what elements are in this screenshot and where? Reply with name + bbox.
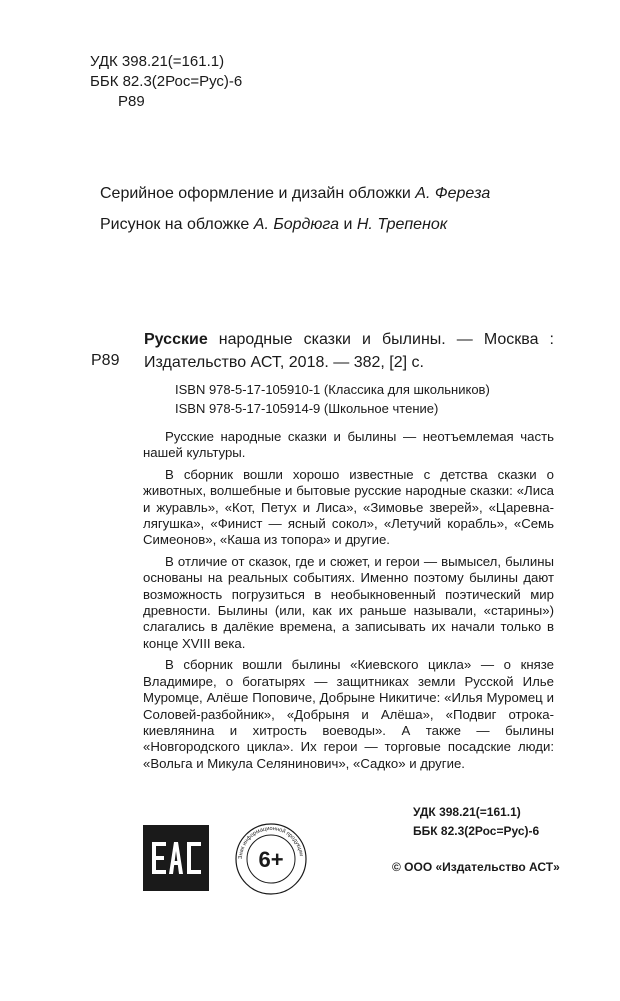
biblio-author-sign: Р89	[91, 352, 120, 369]
cover-design-label: Серийное оформление и дизайн обложки	[100, 185, 416, 202]
eac-conformity-mark-icon	[143, 825, 209, 891]
annotation-paragraph-4: В сборник вошли былины «Киевского цикла» — о князе Владимире, о богатырях — защитниках земли Русской Илье Муромце, Алёше Поповиче, Добрыне Никитиче: «Илья Муромец и Соловей-разбойник», «Добрыня и Алёша», «Подвиг отрока-киевлянина и хитрость воеводы». А также — былины «Новгородского цикла». Их герои — торговые посадские люди: «Вольга и Микула Селянинович», «Садко» и другие.	[143, 657, 554, 771]
udk-code-bottom: УДК 398.21(=161.1)	[413, 805, 521, 819]
illustrator-name-1: А. Бордюга	[253, 216, 340, 233]
author-sign: Р89	[118, 93, 145, 110]
annotation-paragraph-3: В отличие от сказок, где и сюжет, и герои — вымысел, былины основаны на реальных событиях. Именно поэтому былины дают возможность погрузиться в необыкновенный поэтический мир древности. Былины (или, как их раньше называли, «старины») слагались в далёкие времена, а записывать их начали только в конце XVIII века.	[143, 553, 554, 651]
cover-design-credit	[100, 178, 490, 209]
isbn-2: ISBN 978-5-17-105914-9 (Школьное чтение)	[175, 401, 439, 416]
udk-code: УДК 398.21(=161.1)	[90, 53, 225, 70]
age-rating-badge-icon	[234, 822, 308, 896]
cover-illustration-label: Рисунок на обложке	[100, 216, 254, 233]
bbk-code-bottom: ББК 82.3(2Рос=Рус)-6	[413, 824, 540, 838]
cover-designer-name: А. Фереза	[415, 185, 491, 202]
bibliographic-record	[144, 328, 554, 374]
cover-illustration-credit	[100, 209, 490, 240]
annotation	[143, 429, 554, 777]
catalog-codes-bottom	[413, 803, 539, 841]
age-rating: 6+	[258, 847, 284, 872]
annotation-paragraph-2: В сборник вошли хорошо известные с детства сказки о животных, волшебные и бытовые русские народные сказки: «Лиса и журавль», «Кот, Петух и Лиса», «Зимовье зверей», «Царевна-лягушка», «Финист — ясный сокол», «Летучий корабль», «Семь Симеонов», «Каша из топора» и другие.	[143, 466, 554, 548]
publication-details: народные сказки и былины. — Москва : Издательство АСТ, 2018. — 382, [2] с.	[144, 331, 554, 371]
catalog-codes-top	[90, 52, 242, 112]
age-ring-text: Знак информационной продукции	[237, 825, 304, 860]
isbn-list	[175, 380, 490, 418]
bbk-code: ББК 82.3(2Рос=Рус)-6	[90, 73, 243, 90]
book-title: Русские	[144, 331, 208, 348]
design-credits	[100, 178, 490, 240]
conjunction: и	[339, 216, 357, 233]
isbn-1: ISBN 978-5-17-105910-1 (Классика для школьников)	[175, 382, 490, 397]
copyright-notice: © ООО «Издательство АСТ»	[392, 860, 560, 874]
illustrator-name-2: Н. Трепенок	[356, 216, 448, 233]
annotation-paragraph-1: Русские народные сказки и былины — неотъемлемая часть нашей культуры.	[143, 429, 554, 461]
